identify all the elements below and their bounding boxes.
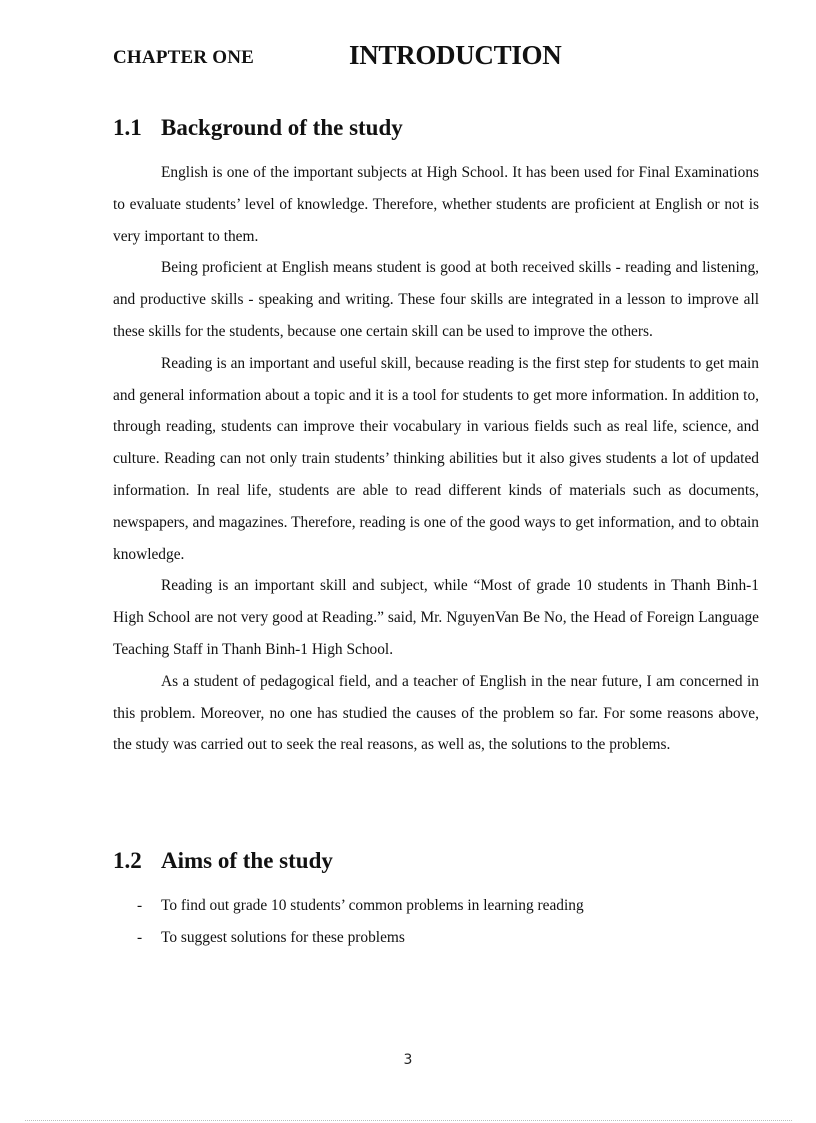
section-title: Aims of the study	[161, 848, 333, 873]
section-heading-background	[113, 115, 403, 141]
paragraph: English is one of the important subjects at High School. It has been used for Final Examinations to evaluate students’ level of knowledge. Therefore, whether students are proficient at English or not is very important to them.	[113, 164, 759, 245]
chapter-header	[113, 40, 763, 76]
section-number: 1.1	[113, 115, 142, 140]
list-item-text: To find out grade 10 students’ common problems in learning reading	[161, 897, 584, 914]
list-item	[113, 922, 759, 954]
section-number: 1.2	[113, 848, 142, 873]
paragraph: Reading is an important and useful skill, because reading is the first step for students to get main and general information about a topic and it is a tool for students to get more information. In addition to, through reading, students can improve their vocabulary in various fields such as real life, science, and culture. Reading can not only train students’ thinking abilities but it also gives students a lot of updated information. In real life, students are able to read different kinds of materials such as documents, newspapers, and magazines. Therefore, reading is one of the good ways to get information, and to obtain knowledge.	[113, 354, 759, 563]
paragraph: As a student of pedagogical field, and a teacher of English in the near future, I am concerned in this problem. Moreover, no one has studied the causes of the problem so far. For some reasons above, the study was carried out to seek the real reasons, as well as, the solutions to the problems.	[113, 672, 759, 754]
section-title: Background of the study	[161, 115, 403, 140]
chapter-title: INTRODUCTION	[349, 40, 562, 70]
background-body	[113, 157, 759, 761]
list-item-text: To suggest solutions for these problems	[161, 928, 405, 946]
page-boundary-divider	[25, 1120, 792, 1121]
section-heading-aims	[113, 848, 333, 874]
chapter-label: CHAPTER ONE	[113, 47, 255, 68]
paragraph: Reading is an important skill and subject, while “Most of grade 10 students in Thanh Binh-1 High School are not very good at Reading.” said, Mr. NguyenVan Be No, the Head of Foreign Language Teaching Staff in Thanh Binh-1 High School.	[113, 577, 759, 658]
list-item	[113, 890, 759, 922]
aims-list	[113, 890, 759, 954]
bullet-dash: -	[137, 928, 143, 946]
bullet-dash: -	[137, 897, 143, 914]
page-number: 3	[403, 1052, 413, 1068]
paragraph: Being proficient at English means student is good at both received skills - reading and listening, and productive skills - speaking and writing. These four skills are integrated in a lesson to improve all these skills for the students, because one certain skill can be used to improve the others.	[113, 259, 759, 340]
